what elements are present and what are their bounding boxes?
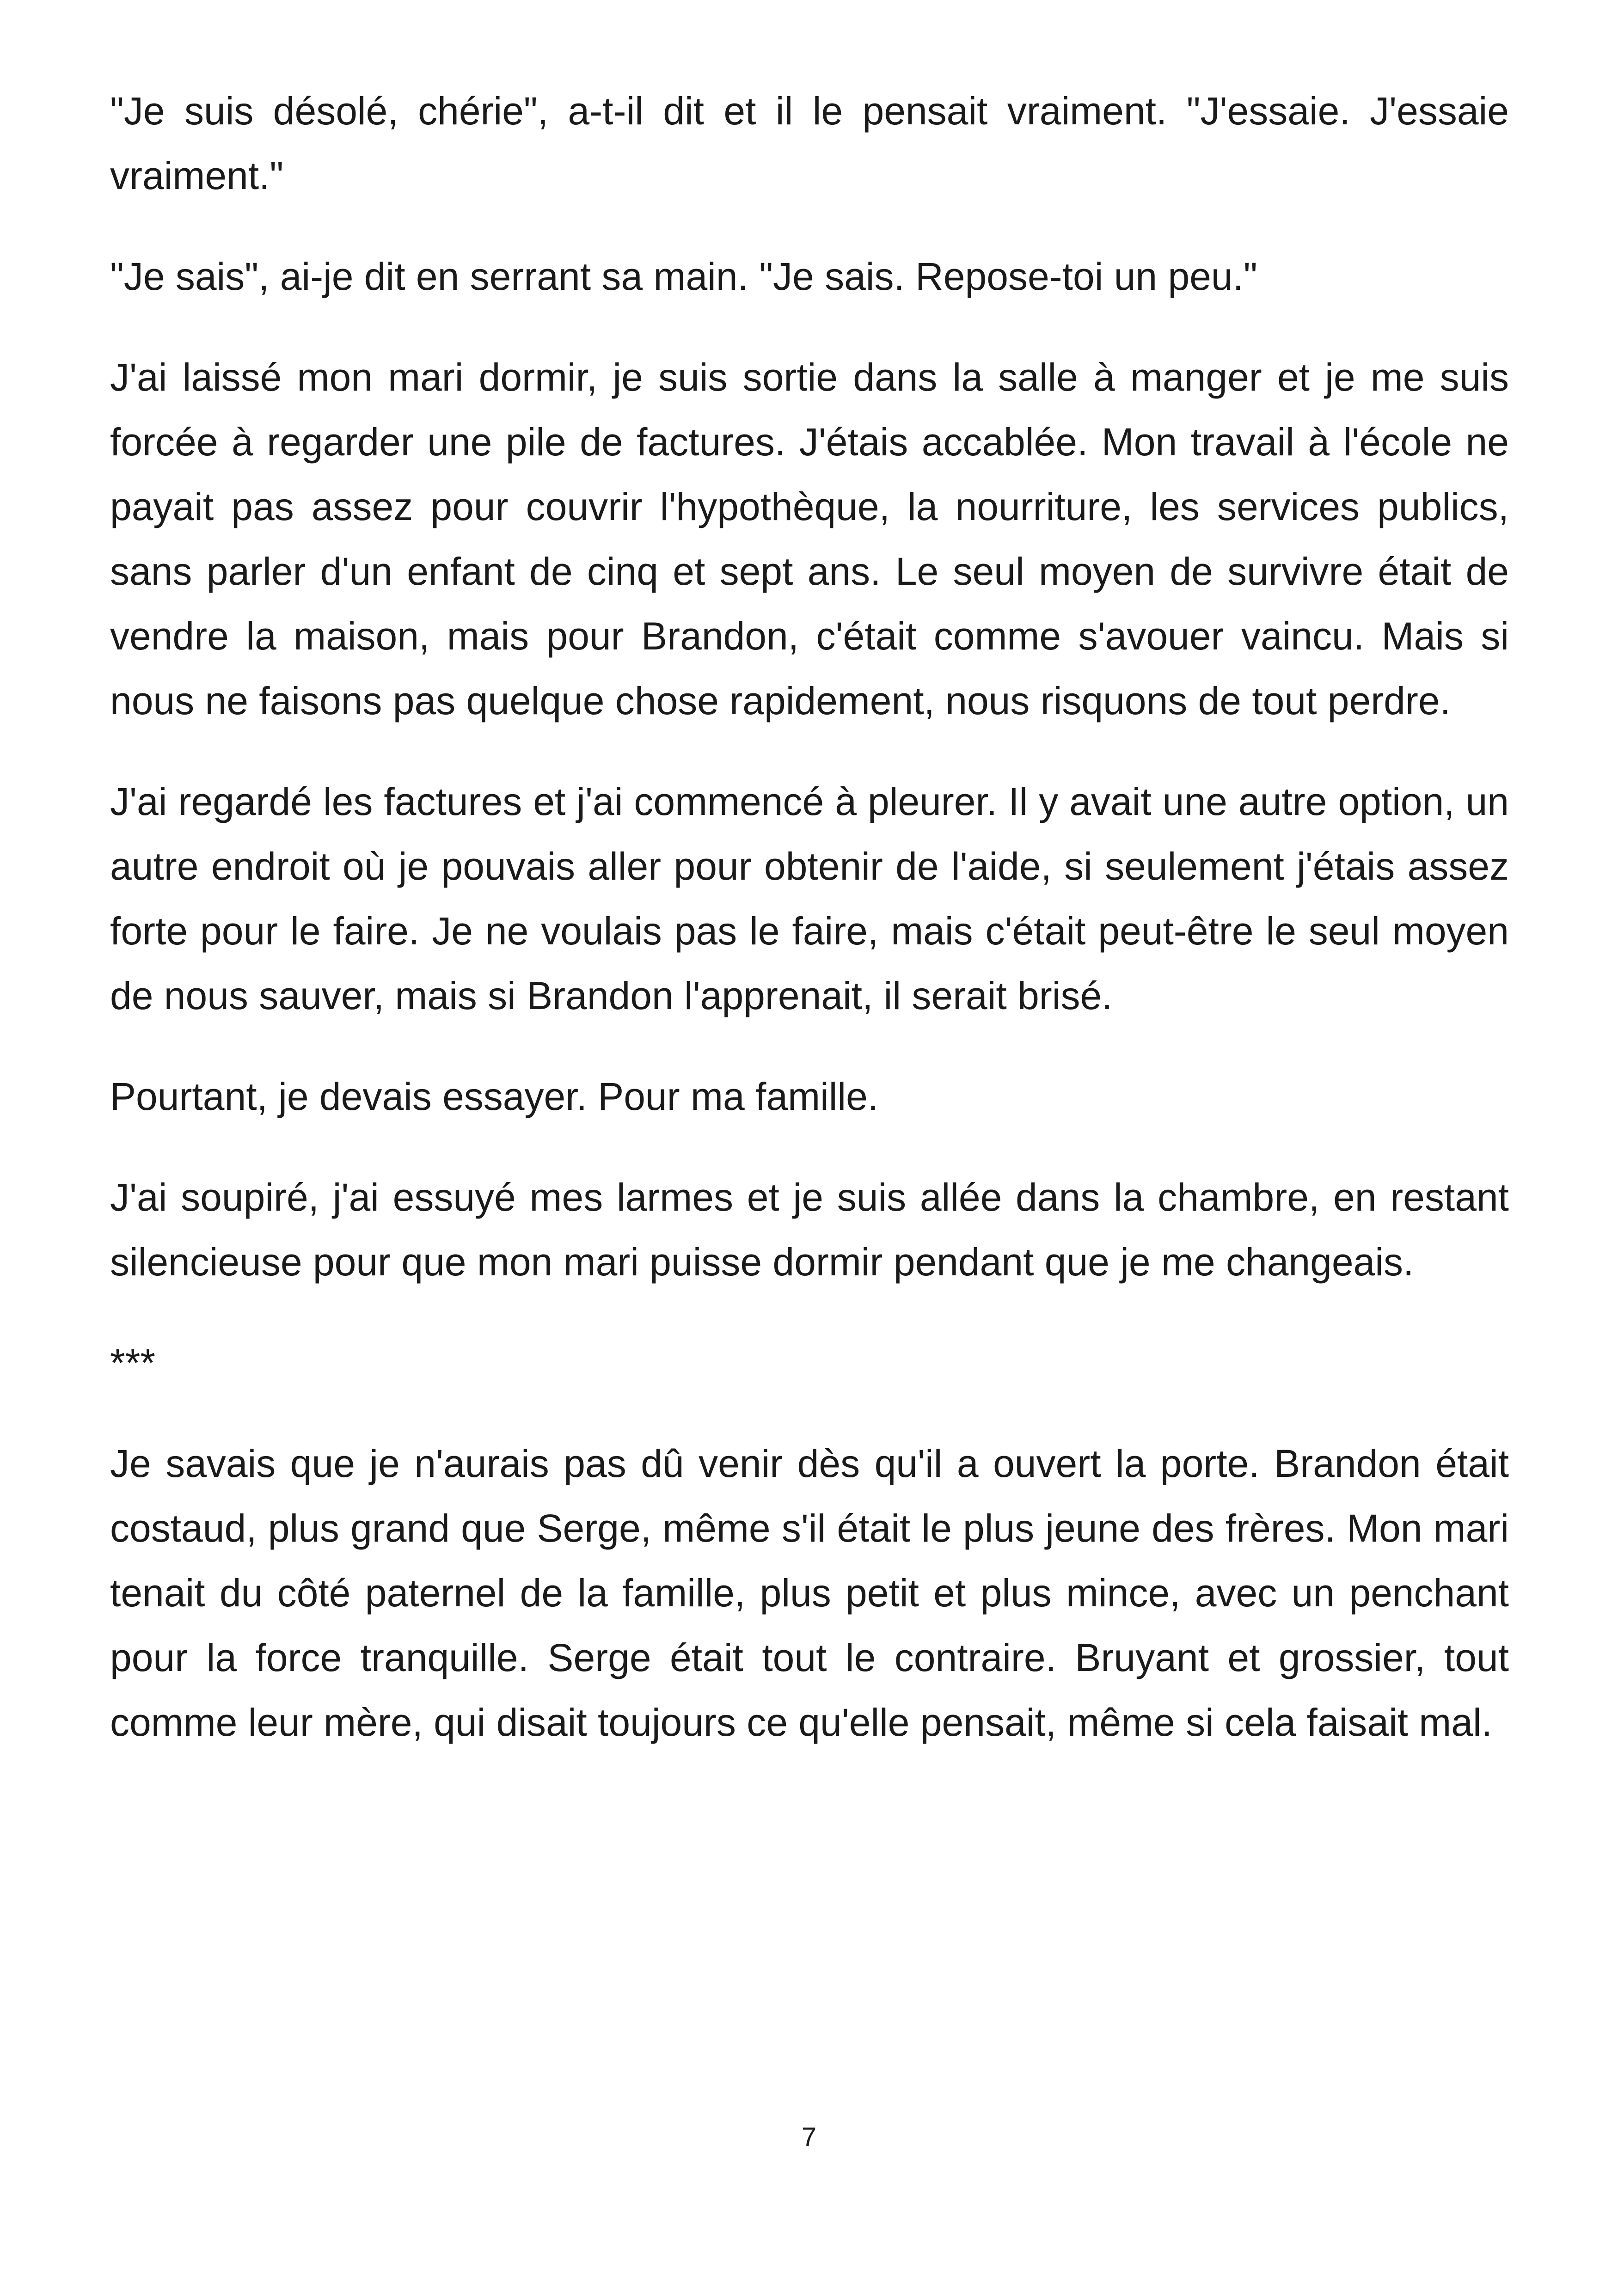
paragraph: J'ai regardé les factures et j'ai commencé à pleurer. Il y avait une autre option, un autre endroit où je pouvais aller pour obtenir de l'aide, si seulement j'étais assez forte pour le faire. Je ne voulais pas le faire, mais c'était peut-être le seul moyen de nous sauver, mais si Brandon l'apprenait, il serait brisé.: [110, 780, 1509, 1017]
scene-separator: ***: [110, 1341, 156, 1384]
paragraph: Je savais que je n'aurais pas dû venir dès qu'il a ouvert la porte. Brandon était costaud, plus grand que Serge, même s'il était le plus jeune des frères. Mon mari tenait du côté paternel de la famille, plus petit et plus mince, avec un penchant pour la force tranquille. Serge était tout le contraire. Bruyant et grossier, tout comme leur mère, qui disait toujours ce qu'elle pensait, même si cela faisait mal.: [110, 1442, 1509, 1744]
paragraph: Pourtant, je devais essayer. Pour ma famille.: [110, 1075, 879, 1118]
paragraph: J'ai soupiré, j'ai essuyé mes larmes et je suis allée dans la chambre, en restant silencieuse pour que mon mari puisse dormir pendant que je me changeais.: [110, 1176, 1509, 1284]
body-text: [110, 79, 1509, 1791]
paragraph: J'ai laissé mon mari dormir, je suis sortie dans la salle à manger et je me suis forcée à regarder une pile de factures. J'étais accablée. Mon travail à l'école ne payait pas assez pour couvrir l'hypothèque, la nourriture, les services publics, sans parler d'un enfant de cinq et sept ans. Le seul moyen de survivre était de vendre la maison, mais pour Brandon, c'était comme s'avouer vaincu. Mais si nous ne faisons pas quelque chose rapidement, nous risquons de tout perdre.: [110, 355, 1509, 722]
paragraph: "Je sais", ai-je dit en serrant sa main. "Je sais. Repose-toi un peu.": [110, 255, 1257, 298]
paragraph: "Je suis désolé, chérie", a-t-il dit et il le pensait vraiment. "J'essaie. J'essaie vraiment.": [110, 89, 1509, 197]
page-number: 7: [801, 2122, 817, 2152]
